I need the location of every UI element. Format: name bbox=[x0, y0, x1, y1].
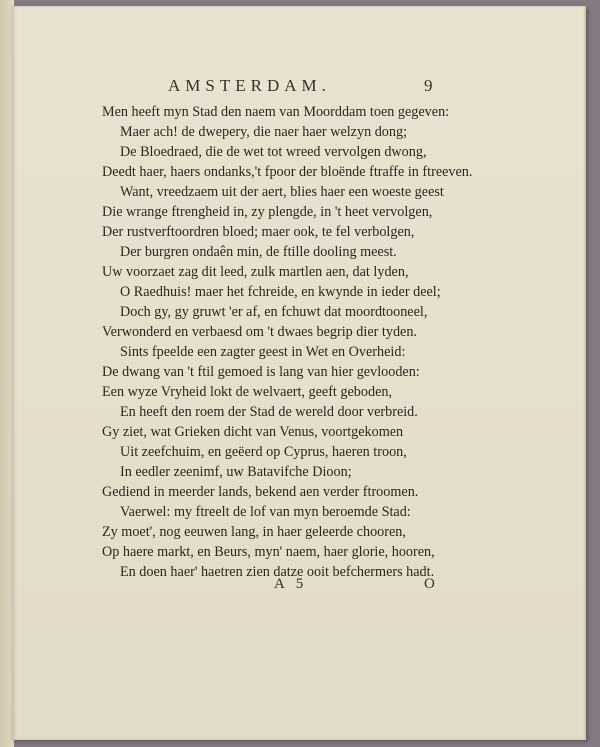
poem-line: Uit zeefchuim, en geëerd op Cyprus, haeren troon, bbox=[120, 444, 407, 460]
poem-line: Der rustverftoordren bloed; maer ook, te fel verbolgen, bbox=[102, 224, 415, 240]
poem-line: Doch gy, gy gruwt 'er af, en fchuwt dat moordtooneel, bbox=[120, 304, 428, 320]
poem-line: In eedler zeenimf, uw Batavifche Dioon; bbox=[120, 464, 352, 480]
poem-line: Uw voorzaet zag dit leed, zulk martlen aen, dat lyden, bbox=[102, 264, 409, 280]
poem-line: Verwonderd en verbaesd om 't dwaes begrip dier tyden. bbox=[102, 324, 417, 340]
poem-line: Die wrange ftrengheid in, zy plengde, in 't heet vervolgen, bbox=[102, 204, 433, 220]
poem-line: Maer ach! de dwepery, die naer haer welzyn dong; bbox=[120, 124, 408, 140]
poem-line: Der burgren ondaên min, de ftille dooling meest. bbox=[120, 244, 397, 260]
poem-line: De dwang van 't ftil gemoed is lang van hier gevlooden: bbox=[102, 364, 420, 380]
poem-line: En heeft den roem der Stad de wereld door verbreid. bbox=[120, 404, 418, 420]
page-number: 9 bbox=[424, 76, 433, 95]
poem-line: Gediend in meerder lands, bekend aen verder ftroomen. bbox=[102, 484, 419, 500]
signature-mark: A 5 bbox=[274, 576, 308, 592]
book-page bbox=[12, 6, 586, 740]
poem-line: Want, vreedzaem uit der aert, blies haer een woeste geest bbox=[120, 184, 444, 200]
poem-line: Zy moet', nog eeuwen lang, in haer geleerde chooren, bbox=[102, 524, 406, 540]
poem-line: Men heeft myn Stad den naem van Moorddam toen gegeven: bbox=[102, 104, 450, 120]
catchword: O bbox=[424, 576, 435, 592]
poem-line: O Raedhuis! maer het fchreide, en kwynde in ieder deel; bbox=[120, 284, 441, 300]
poem-line: Gy ziet, wat Grieken dicht van Venus, voortgekomen bbox=[102, 424, 404, 440]
poem-line: Een wyze Vryheid lokt de welvaert, geeft geboden, bbox=[102, 384, 393, 400]
page-footer bbox=[12, 576, 584, 596]
poem-line: Vaerwel: my ftreelt de lof van myn beroemde Stad: bbox=[120, 504, 411, 520]
poem-line: Op haere markt, en Beurs, myn' naem, haer glorie, hooren, bbox=[102, 544, 435, 560]
poem-line: De Bloedraed, die de wet tot wreed vervolgen dwong, bbox=[120, 144, 427, 160]
poem-line: Deedt haer, haers ondanks,'t fpoor der bloënde ftraffe in ftreeven. bbox=[102, 164, 473, 180]
poem-line: En doen haer' haetren zien datze ooit befchermers hadt. bbox=[120, 564, 435, 580]
poem-line: Sints fpeelde een zagter geest in Wet en Overheid: bbox=[120, 344, 406, 360]
page-header bbox=[12, 76, 584, 100]
running-title: AMSTERDAM. bbox=[168, 76, 331, 95]
